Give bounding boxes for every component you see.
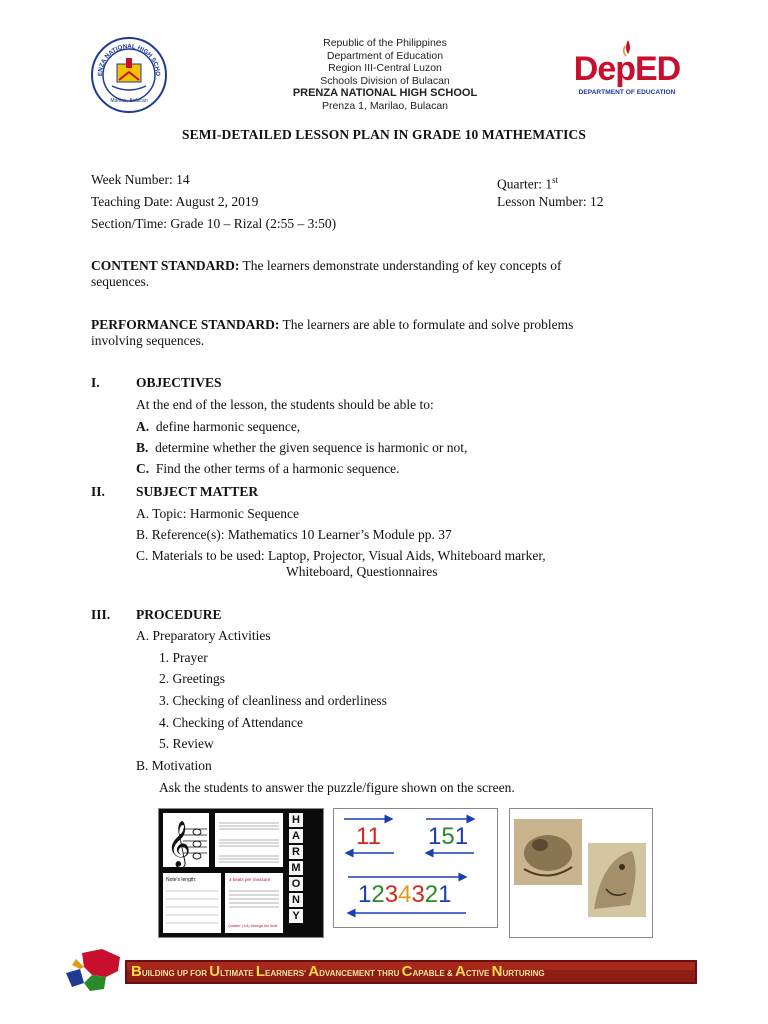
number-11: 11 [356,823,381,850]
content-standard: CONTENT STANDARD: The learners demonstrate understanding of key concepts of [91,258,562,273]
teaching-date: Teaching Date: August 2, 2019 [91,194,259,209]
motto-word: CTIVE [465,969,492,978]
palindrome-numbers-figure [333,808,498,928]
deped-wordmark: DepED [573,50,681,88]
objective-item: A. define harmonic sequence, [136,419,301,434]
svg-text:𝄞: 𝄞 [167,821,191,867]
procedure-step: 5. Review [159,736,214,751]
motto-text [131,963,691,983]
section-time: Section/Time: Grade 10 – Rizal (2:55 – 3:50) [91,216,337,231]
document-title: SEMI-DETAILED LESSON PLAN IN GRADE 10 MATHEMATICS [182,127,586,142]
objectives-number: I. [91,375,100,390]
deped-logo [572,36,682,104]
motto-word: DVANCEMENT THRU [319,969,402,978]
school-name: PRENZA NATIONAL HIGH SCHOOL [292,87,478,100]
harmony-word: H A R M O N Y [289,813,303,925]
motto-word: EARNERS' [264,969,309,978]
harmony-music-figure [158,808,324,938]
procedure-step: 1. Prayer [159,650,208,665]
motto-capital: C [401,963,413,980]
performance-standard-label: PERFORMANCE STANDARD: [91,317,280,332]
subject-matter-heading: SUBJECT MATTER [136,484,259,499]
quarter: Quarter: 1st [497,175,559,192]
motto-capital: N [491,963,503,980]
content-standard-cont: sequences. [91,274,150,289]
procedure-heading: PROCEDURE [136,607,222,622]
motto-word: LTIMATE [220,969,256,978]
school-header [250,37,520,113]
motto-capital: A [454,963,466,980]
week-number: Week Number: 14 [91,172,190,187]
motivation: B. Motivation [136,758,212,773]
performance-standard: PERFORMANCE STANDARD: The learners are able to formulate and solve problems [91,317,574,332]
quarter-caption: Quarter: (1/4) belongs the beat [228,924,278,928]
digit: 2 [424,881,439,908]
performance-standard-cont: involving sequences. [91,333,205,348]
materials: C. Materials to be used: Laptop, Projector, Visual Aids, Whiteboard marker, [136,548,546,563]
bulacan-map-logo [62,947,126,995]
objective-item: B. determine whether the given sequence is harmonic or not, [136,440,468,455]
number-151: 151 [428,823,469,850]
objectives-heading: OBJECTIVES [136,375,222,390]
motivation-text: Ask the students to answer the puzzle/figure shown on the screen. [159,780,515,795]
procedure-step: 4. Checking of Attendance [159,715,303,730]
preparatory-activities: A. Preparatory Activities [136,628,271,643]
school-address: Prenza 1, Marilao, Bulacan [321,99,449,112]
motto-word: URTURING [502,969,545,978]
procedure-step: 3. Checking of cleanliness and orderliness [159,693,387,708]
header-line: Department of Education [326,49,444,62]
footer-motto-banner [125,960,697,984]
topic: A. Topic: Harmonic Sequence [136,506,300,521]
school-seal-logo [90,36,168,114]
illusion-images-figure [509,808,653,938]
lesson-number: Lesson Number: 12 [497,194,604,209]
motto-capital: U [209,963,221,980]
motto-capital: A [308,963,320,980]
digit: 1 [358,881,372,908]
content-standard-label: CONTENT STANDARD: [91,258,240,273]
motto-capital: B [131,963,142,980]
reference: B. Reference(s): Mathematics 10 Learner’s Module pp. 37 [136,527,452,542]
four-beats-caption: 4 beats per measure [229,877,271,882]
subject-matter-number: II. [91,484,105,499]
motto-word: UILDING UP FOR [141,969,210,978]
digit: 1 [438,881,452,908]
objective-item: C. Find the other terms of a harmonic sequence. [136,461,400,476]
digit: 2 [371,881,385,908]
note-length-caption: Note's length: [166,877,197,883]
procedure-number: III. [91,607,111,622]
header-line: Schools Division of Bulacan [320,74,450,87]
number-1234321 [358,881,452,909]
motto-word: APABLE & [412,969,455,978]
digit: 4 [398,881,412,908]
seal-subtext: Marilao, Bulacan [110,98,148,104]
materials-cont: Whiteboard, Questionnaires [286,564,438,579]
deped-subtitle: DEPARTMENT OF EDUCATION [578,89,676,96]
header-line: Region III-Central Luzon [328,62,442,75]
procedure-step: 2. Greetings [159,671,225,686]
objectives-intro: At the end of the lesson, the students should be able to: [136,397,434,412]
digit: 3 [384,881,399,908]
motto-capital: L [255,963,265,980]
header-line: Republic of the Philippines [323,37,447,49]
digit: 3 [411,881,425,908]
seal-text: ENZA NATIONAL HIGH SCHO [96,42,162,77]
